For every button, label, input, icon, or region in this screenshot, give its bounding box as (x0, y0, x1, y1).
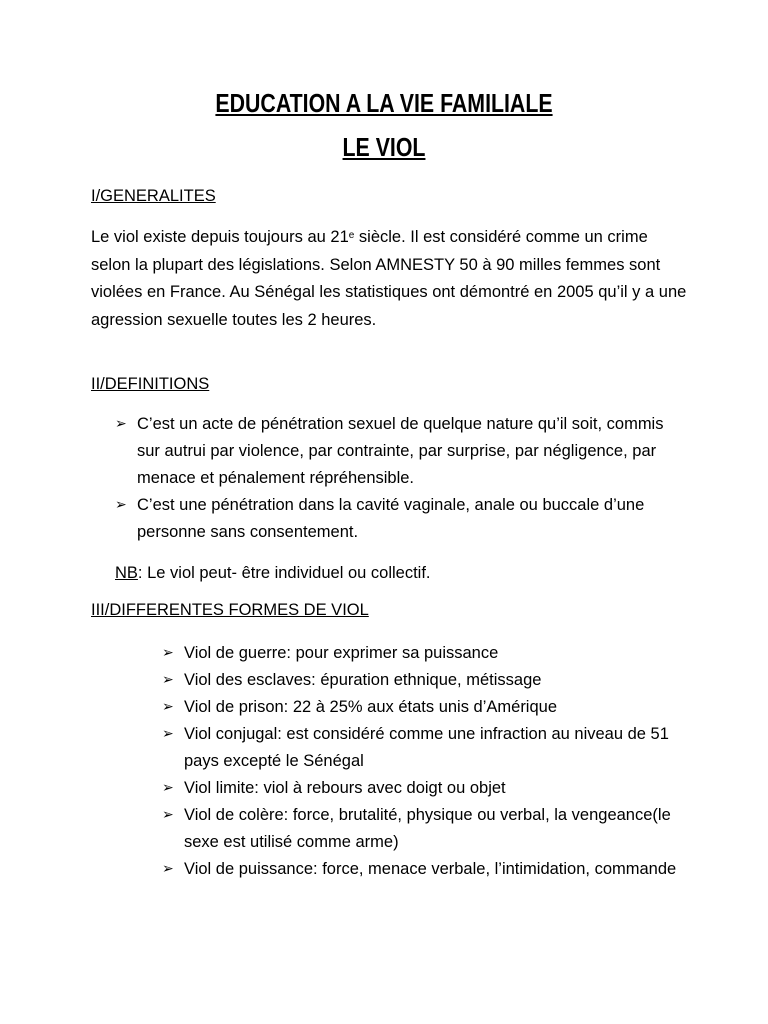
forme-text: Viol des esclaves: épuration ethnique, métissage (184, 671, 542, 689)
forme-text: Viol limite: viol à rebours avec doigt ou objet (184, 779, 506, 797)
generalites-paragraph (91, 224, 691, 334)
arrow-bullet-icon: ➢ (162, 645, 174, 661)
nb-text: : Le viol peut- être individuel ou collectif. (137, 564, 431, 582)
section-heading-definitions: II/DEFINITIONS (91, 375, 210, 393)
list-item (162, 856, 682, 883)
forme-text: Viol de puissance: force, menace verbale, l’intimidation, commande (184, 860, 677, 878)
arrow-bullet-icon: ➢ (162, 699, 174, 715)
list-item (115, 411, 690, 492)
list-item (162, 667, 682, 694)
arrow-bullet-icon: ➢ (162, 861, 174, 877)
arrow-bullet-icon: ➢ (162, 807, 174, 823)
list-item (162, 721, 682, 775)
list-item (162, 802, 682, 856)
arrow-bullet-icon: ➢ (162, 672, 174, 688)
formes-list (162, 640, 682, 883)
generalites-text-end: siècle. Il est considéré comme un crime selon la plupart des législations. Selon AMNESTY 50 à 90 milles femmes sont violées en France. Au Sénégal les statistiques ont démontré en 2005 qu’il y a une agression sexuelle toutes les 2 heures. (91, 228, 687, 329)
forme-text: Viol de colère: force, brutalité, physique ou verbal, la vengeance(le sexe est utilisé comme arme) (184, 806, 671, 851)
list-item (162, 775, 682, 802)
document-title: EDUCATION A LA VIE FAMILIALE (215, 88, 553, 118)
definition-text: C’est un acte de pénétration sexuel de quelque nature qu’il soit, commis sur autrui par violence, par contrainte, par surprise, par négligence, par menace et pénalement répréhensible. (137, 415, 664, 487)
generalites-text-start: Le viol existe depuis toujours au 21 (91, 228, 349, 246)
definitions-list (115, 411, 690, 546)
arrow-bullet-icon: ➢ (162, 780, 174, 796)
nb-label: NB (115, 564, 138, 582)
section-heading-generalites: I/GENERALITES (91, 187, 216, 205)
definition-text: C’est une pénétration dans la cavité vaginale, anale ou buccale d’une personne sans consentement. (137, 496, 645, 541)
arrow-bullet-icon: ➢ (162, 726, 174, 742)
section-heading-formes: III/DIFFERENTES FORMES DE VIOL (91, 601, 369, 619)
superscript-e: e (348, 230, 355, 241)
arrow-bullet-icon: ➢ (115, 416, 127, 432)
list-item (162, 640, 682, 667)
arrow-bullet-icon: ➢ (115, 497, 127, 513)
forme-text: Viol de prison: 22 à 25% aux états unis d’Amérique (184, 698, 558, 716)
document-subtitle: LE VIOL (342, 132, 426, 162)
forme-text: Viol conjugal: est considéré comme une infraction au niveau de 51 pays excepté le Sénégal (184, 725, 669, 770)
nb-note (115, 564, 431, 583)
list-item (162, 694, 682, 721)
forme-text: Viol de guerre: pour exprimer sa puissance (184, 644, 499, 662)
list-item (115, 492, 690, 546)
